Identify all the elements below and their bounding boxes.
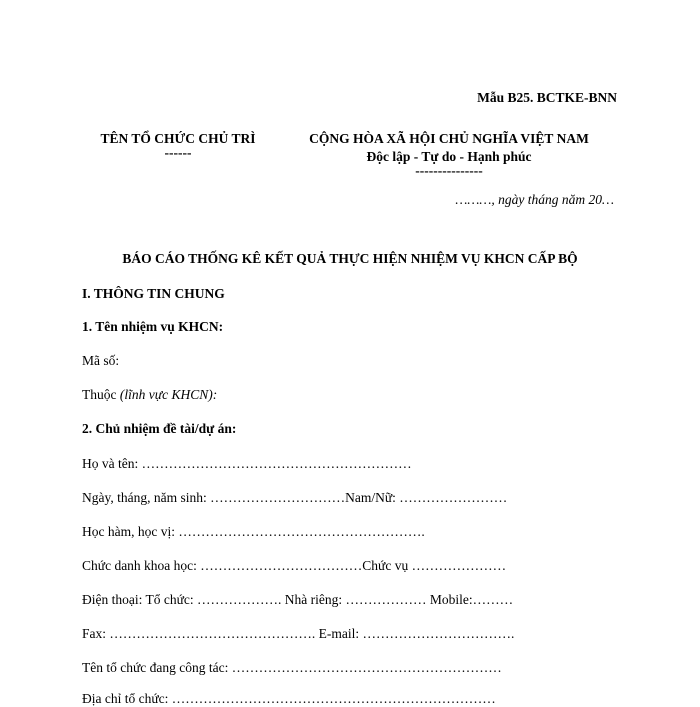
org-title: TÊN TỔ CHỨC CHỦ TRÌ xyxy=(100,131,256,146)
ngay-sinh-field: Ngày, tháng, năm sinh: …………………………Nam/Nữ: …………………… xyxy=(82,490,508,505)
nation-title: CỘNG HÒA XÃ HỘI CHỦ NGHĨA VIỆT NAM xyxy=(309,131,589,146)
report-title: BÁO CÁO THỐNG KÊ KẾT QUẢ THỰC HIỆN NHIỆM VỤ KHCN CẤP BỘ xyxy=(122,251,578,266)
thuoc-field xyxy=(82,387,217,403)
ho-ten-field: Họ và tên: …………………………………………………… xyxy=(82,456,412,471)
fax-email-field: Fax: ………………………………………. E-mail: ……………………………. xyxy=(82,626,515,641)
item1-heading: 1. Tên nhiệm vụ KHCN: xyxy=(82,319,224,334)
thuoc-italic-label: (lĩnh vực KHCN): xyxy=(119,387,218,402)
org-rule: ------ xyxy=(164,145,192,160)
chuc-danh-field: Chức danh khoa học: ………………………………Chức vụ ………………… xyxy=(82,558,507,573)
dia-chi-field: Địa chỉ tổ chức: ……………………………………………………………… xyxy=(82,691,496,706)
dien-thoai-field: Điện thoại: Tổ chức: ………………. Nhà riêng: ……………… Mobile:……… xyxy=(82,592,514,607)
nation-motto: Độc lập - Tự do - Hạnh phúc xyxy=(366,149,532,164)
org-header xyxy=(88,131,268,159)
thuoc-label: Thuộc xyxy=(82,387,120,402)
section-heading: I. THÔNG TIN CHUNG xyxy=(82,286,225,301)
form-code: Mẫu B25. BCTKE-BNN xyxy=(477,90,617,105)
nation-rule: --------------- xyxy=(415,163,483,178)
to-chuc-field: Tên tổ chức đang công tác: …………………………………………………… xyxy=(82,660,502,675)
hoc-ham-field: Học hàm, học vị: ………………………………………………. xyxy=(82,524,425,539)
ma-so-field: Mã số: xyxy=(82,353,120,368)
nation-header xyxy=(284,131,614,177)
item2-heading: 2. Chủ nhiệm đề tài/dự án: xyxy=(82,421,237,436)
date-line: ………, ngày tháng năm 20… xyxy=(455,192,614,207)
